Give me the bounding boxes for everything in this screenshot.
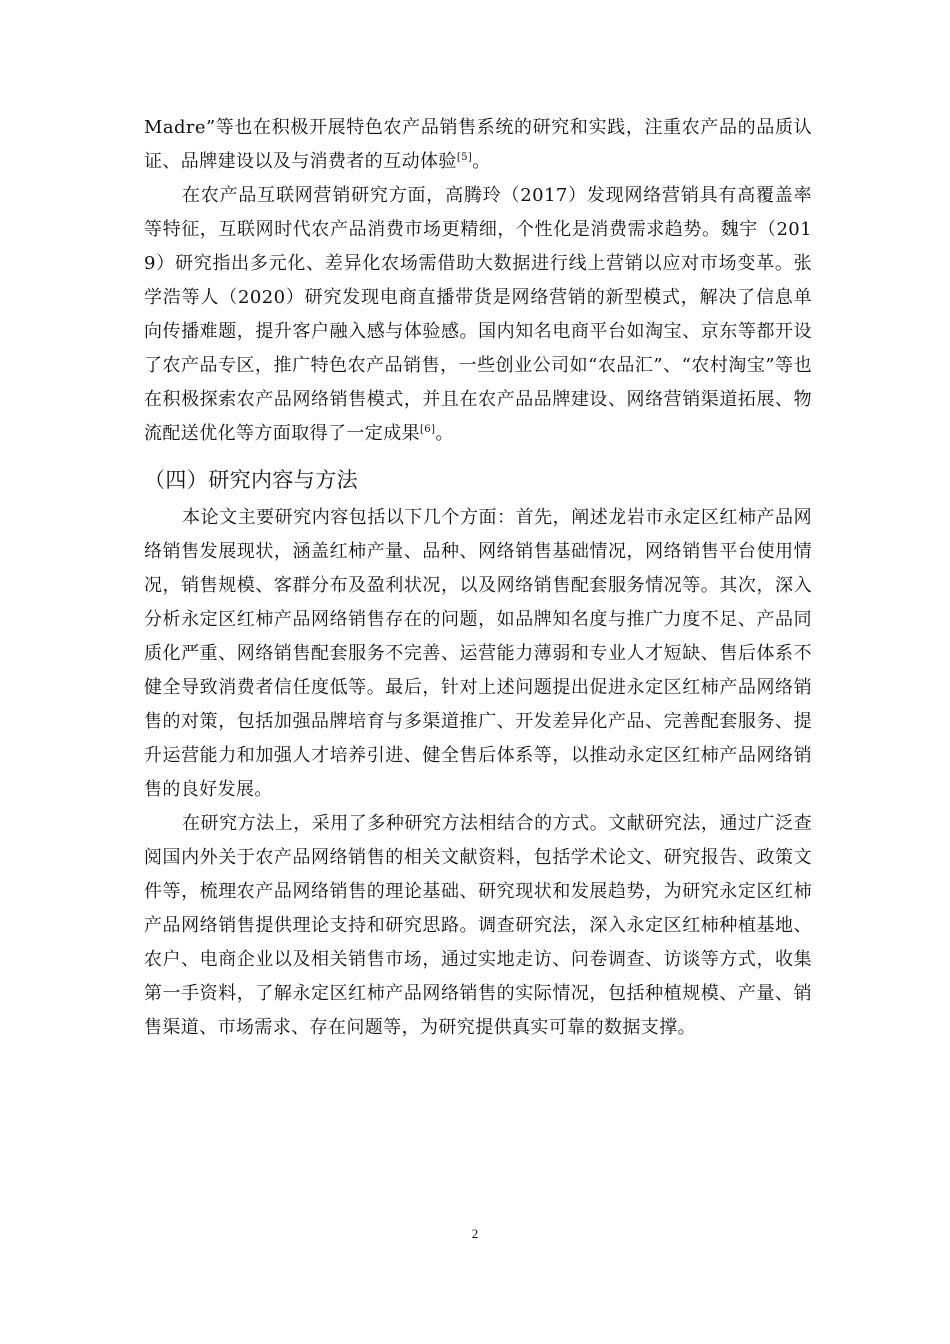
paragraph-tail: 。 — [472, 151, 491, 172]
page-number: 2 — [471, 1226, 479, 1241]
paragraph-content: 本论文主要研究内容包括以下几个方面：首先，阐述龙岩市永定区红柿产品网络销售发展现状，涵盖红柿产量、品种、网络销售基础情况，网络销售平台使用情况，销售规模、客群分布及盈利状况，以及网络销售配套服务情况等。其次，深入分析永定区红柿产品网络销售存在的问题，如品牌知名度与推广力度不足、产品同质化严重、网络销售配套服务不完善、运营能力薄弱和专业人才短缺、售后体系不健全导致消费者信任度低等。最后，针对上述问题提出促进永定区红柿产品网络销售的对策，包括加强品牌培育与多渠道推广、开发差异化产品、完善配套服务、提升运营能力和加强人才培养引进、健全售后体系等，以推动永定区红柿产品网络销售的良好发展。 — [144, 507, 812, 800]
citation-ref: [6] — [420, 424, 436, 435]
paragraph-text: Madre”等也在积极开展特色农产品销售系统的研究和实践，注重农产品的品质认证、品牌建设以及与消费者的互动体验 — [144, 117, 812, 172]
paragraph-literature — [144, 179, 812, 451]
paragraph-text: 在农产品互联网营销研究方面，高腾玲（2017）发现网络营销具有高覆盖率等特征，互联网时代农产品消费市场更精细，个性化是消费需求趋势。魏宇（2019）研究指出多元化、差异化农场需借助大数据进行线上营销以应对市场变革。张学浩等人（2020）研究发现电商直播带货是网络营销的新型模式，解决了信息单向传播难题，提升客户融入感与体验感。国内知名电商平台如淘宝、京东等都开设了农产品专区，推广特色农产品销售，一些创业公司如“农品汇”、“农村淘宝”等也在积极探索农产品网络销售模式，并且在农产品品牌建设、网络营销渠道拓展、物流配送优化等方面取得了一定成果 — [144, 185, 812, 444]
paragraph-continued — [144, 111, 812, 179]
page-body — [144, 111, 812, 1045]
paragraph-methods: 在研究方法上，采用了多种研究方法相结合的方式。文献研究法，通过广泛查阅国内外关于农产品网络销售的相关文献资料，包括学术论文、研究报告、政策文件等，梳理农产品网络销售的理论基础、研究现状和发展趋势，为研究永定区红柿产品网络销售提供理论支持和研究思路。调查研究法，深入永定区红柿种植基地、农户、电商企业以及相关销售市场，通过实地走访、问卷调查、访谈等方式，收集第一手资料，了解永定区红柿产品网络销售的实际情况，包括种植规模、产量、销售渠道、市场需求、存在问题等，为研究提供真实可靠的数据支撑。 — [144, 813, 812, 1038]
section-heading: （四）研究内容与方法 — [144, 468, 358, 492]
paragraph-tail: 。 — [435, 423, 454, 444]
citation-ref: [5] — [456, 152, 473, 163]
